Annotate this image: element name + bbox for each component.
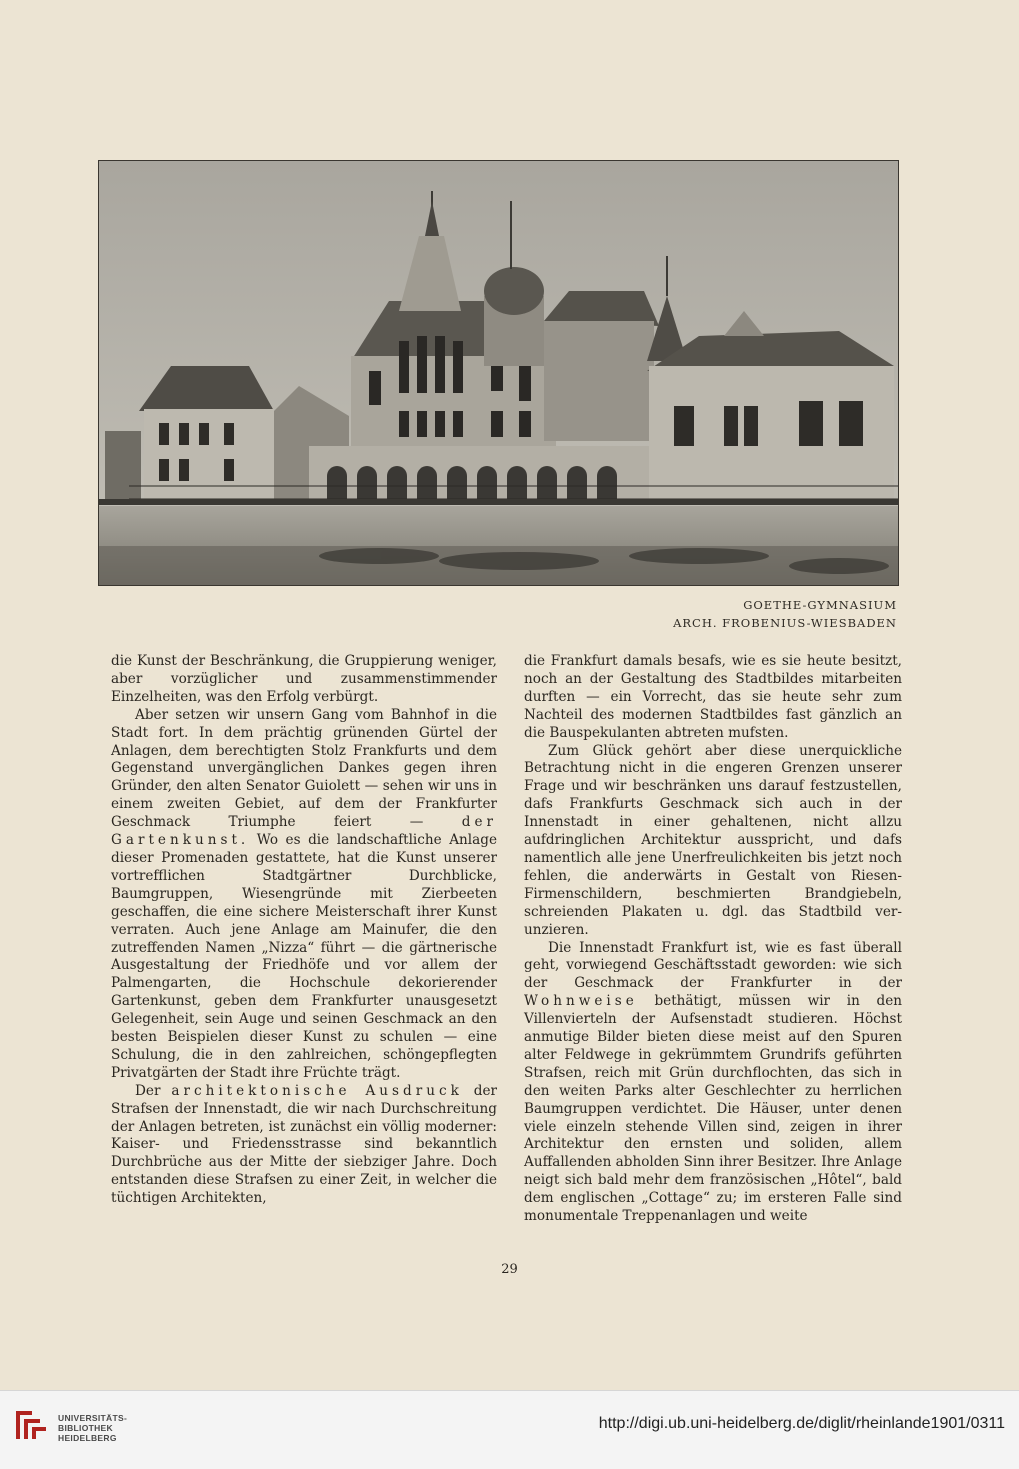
library-name [58, 1413, 127, 1443]
spaced-emphasis: Wohnweise [524, 993, 638, 1010]
source-url-link[interactable]: http://digi.ub.uni-heidelberg.de/diglit/rheinlande1901/0311 [598, 1415, 1005, 1432]
figure-caption [673, 596, 897, 632]
text-run: Wo es die landschaftliche Anlage dieser Promenaden gestattete, hat die Kunst unserer vortrefflichen Stadtgärtner Durchblicke, Baumgruppen, Wiesengründe mit Zierbeeten geschaffen, die eine sichere Meisterschaft ihrer Kunst verraten. Auch jene Anlage am Mainufer, die den zutreffenden Namen „Nizza“ führt — die gärtnerische Ausgestaltung der Friedhöfe und vor allem der Palmengarten, die Hochschule dekorierender Gartenkunst, geben dem Frankfurter unausgesetzt Gelegenheit, sein Auge und seinen Geschmack an den besten Beispielen dieser Kunst zu schulen — eine Schulung, die in den zahlreichen, schöngepflegten Privatgärten der Stadt ihre Früchte trägt. [111, 832, 497, 1081]
paragraph [111, 707, 497, 1083]
library-name-line: BIBLIOTHEK [58, 1423, 113, 1433]
paragraph [111, 1083, 497, 1208]
text-run: bethätigt, müssen wir in den Villenvierteln der Aufsenstadt studieren. Höchst anmutige Bilder bieten diese meist auf den Spuren alter Feldwege in gekrümmtem Grundrifs geführten Strafsen, reich mit Grün durchflochten, das sich in den weiten Parks alter Geschlechter zu herrlichen Baumgruppen verdichtet. Die Häuser, unter denen viele einzeln stehende Villen sind, zeigen in ihrer Architektur den ernsten und soliden, allem Auffallenden abholden Sinn ihrer Besitzer. Ihre Anlage neigt sich bald mehr dem französischen „Hôtel“, bald dem englischen „Cottage“ zu; im ersteren Falle sind monumentale Treppenanlagen und weite [524, 993, 902, 1225]
page-number: 29 [501, 1262, 518, 1277]
text-run: Aber setzen wir unsern Gang vom Bahnhof in die Stadt fort. In dem prächtig grünenden Gürtel der Anlagen, dem berechtigten Stolz Frankfurts und dem Gegenstand unvergänglichen Dankes gegen ihren Gründer, den alten Senator Guiolett — sehen wir uns in einem zweiten Gebiet, auf dem der Frankfurter Geschmack Triumphe feiert — [111, 706, 497, 831]
caption-architect: ARCH. FROBENIUS-WIESBADEN [673, 616, 897, 630]
text-column-left [111, 653, 497, 1208]
paragraph: die Kunst der Beschränkung, die Gruppierung weniger, aber vorzüglicher und zusammenstimmender Einzelheiten, was den Erfolg verbürgt. [111, 653, 497, 705]
spaced-emphasis: architektonische Ausdruck [171, 1082, 463, 1099]
library-name-line: UNIVERSITÄTS- [58, 1413, 128, 1423]
text-column-right [524, 653, 902, 1226]
text-run: der Strafsen der Innenstadt, die wir nach Durchschreitung der Anlagen betreten, ist zunächst ein völlig moderner: Kaiser- und Friedensstrasse sind bekanntlich Durchbrüche aus der Mitte der siebziger Jahre. Doch entstanden diese Strafsen zu einer Zeit, in welcher die tüchtigen Architekten, [111, 1082, 497, 1207]
caption-title: GOETHE-GYMNASIUM [743, 598, 897, 612]
building-illustration [99, 161, 898, 585]
library-name-line: HEIDELBERG [58, 1433, 117, 1443]
text-run: Der [135, 1082, 172, 1099]
text-run: Die Innenstadt Frankfurt ist, wie es fast überall geht, vorwiegend Geschäftsstadt geworden: wie sich der Geschmack der Frankfurter in der [524, 939, 902, 992]
paragraph: die Frankfurt damals besafs, wie es sie heute besitzt, noch an der Gestaltung des Stadtbildes mitarbeiten durften — ein Vorrecht, das sie heute sehr zum Nachteil des modernen Stadtbildes fast gänzlich an die Bauspekulanten abtreten mufsten. [524, 653, 902, 741]
library-footer [0, 1390, 1019, 1469]
spaced-emphasis: der Gartenkunst. [111, 814, 497, 849]
paragraph: Zum Glück gehört aber diese unerquickliche Betrachtung nicht in die engeren Grenzen unserer Frage und wir beschränken uns darauf festzustellen, dafs Frankfurts Geschmack sich auch in der Innenstadt in einer gehaltenen, nicht allzu aufdringlichen Architektur ausspricht, und dafs namentlich alle jene Unerfreulichkeiten bis jetzt noch fehlen, die anderwärts in Gestalt von RiesenFirmenschildern, beschmierten Brandgiebeln, schreienden Plakaten u. dgl. das Stadtbild verunzieren. [524, 742, 902, 938]
paragraph [524, 940, 902, 1227]
library-logo-icon [10, 1405, 50, 1445]
building-photograph [98, 160, 899, 586]
